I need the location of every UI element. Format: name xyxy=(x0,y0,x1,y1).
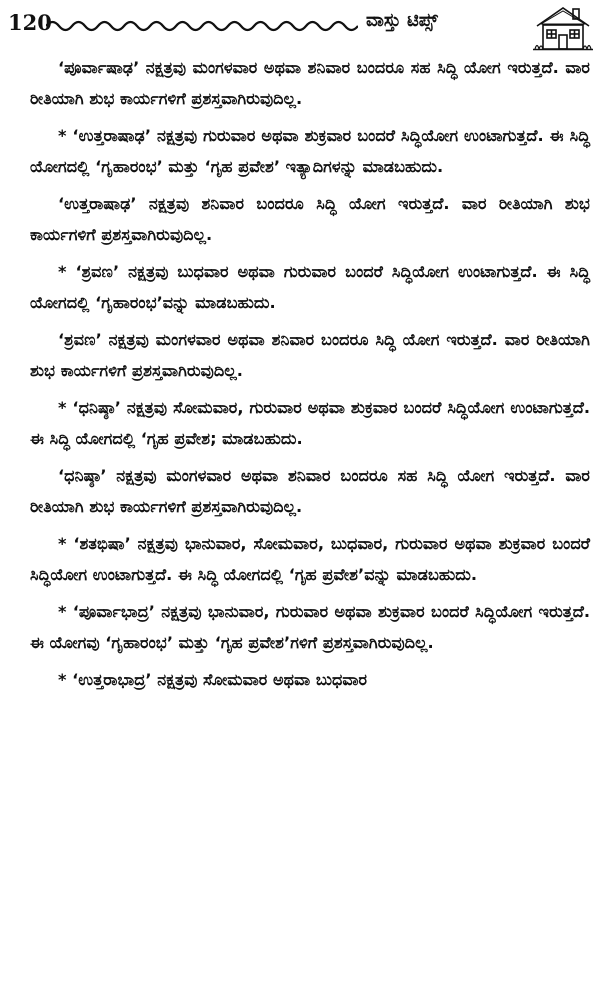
paragraph: * ‘ಶ್ರವಣ’ ನಕ್ಷತ್ರವು ಬುಧವಾರ ಅಥವಾ ಗುರುವಾರ ಬಂದರೆ ಸಿದ್ಧಿಯೋಗ ಉಂಟಾಗುತ್ತದೆ. ಈ ಸಿದ್ಧಿ ಯೋಗದಲ್ಲಿ ‘ಗೃಹಾರಂಭ’ವನ್ನು ಮಾಡಬಹುದು. xyxy=(30,262,590,312)
paragraph: ‘ಉತ್ತರಾಷಾಢ’ ನಕ್ಷತ್ರವು ಶನಿವಾರ ಬಂದರೂ ಸಿದ್ಧಿ ಯೋಗ ಇರುತ್ತದೆ. ವಾರ ರೀತಿಯಾಗಿ ಶುಭ ಕಾರ್ಯಗಳಿಗೆ ಪ್ರಶಸ್ತವಾಗಿರುವುದಿಲ್ಲ. xyxy=(30,194,590,244)
paragraph: * ‘ಧನಿಷ್ಠಾ’ ನಕ್ಷತ್ರವು ಸೋಮವಾರ, ಗುರುವಾರ ಅಥವಾ ಶುಕ್ರವಾರ ಬಂದರೆ ಸಿದ್ಧಿಯೋಗ ಉಂಟಾಗುತ್ತದೆ. ಈ ಸಿದ್ಧಿ ಯೋಗದಲ್ಲಿ ‘ಗೃಹ ಪ್ರವೇಶ; ಮಾಡಬಹುದು. xyxy=(30,398,590,448)
running-title: ವಾಸ್ತು ಟಿಪ್ಸ್ xyxy=(366,10,438,31)
paragraph: * ‘ಉತ್ತರಾಷಾಢ’ ನಕ್ಷತ್ರವು ಗುರುವಾರ ಅಥವಾ ಶುಕ್ರವಾರ ಬಂದರೆ ಸಿದ್ಧಿಯೋಗ ಉಂಟಾಗುತ್ತದೆ. ಈ ಸಿದ್ಧಿ ಯೋಗದಲ್ಲಿ ‘ಗೃಹಾರಂಭ’ ಮತ್ತು ‘ಗೃಹ ಪ್ರವೇಶ’ ಇತ್ಯಾದಿಗಳನ್ನು ಮಾಡಬಹುದು. xyxy=(30,126,590,176)
paragraph: ‘ಶ್ರವಣ’ ನಕ್ಷತ್ರವು ಮಂಗಳವಾರ ಅಥವಾ ಶನಿವಾರ ಬಂದರೂ ಸಿದ್ಧಿ ಯೋಗ ಇರುತ್ತದೆ. ವಾರ ರೀತಿಯಾಗಿ ಶುಭ ಕಾರ್ಯಗಳಿಗೆ ಪ್ರಶಸ್ತವಾಗಿರುವುದಿಲ್ಲ. xyxy=(30,330,590,380)
page-number: 120 xyxy=(8,10,52,35)
wavy-line-icon xyxy=(46,16,358,36)
paragraph: ‘ಧನಿಷ್ಠಾ’ ನಕ್ಷತ್ರವು ಮಂಗಳವಾರ ಅಥವಾ ಶನಿವಾರ ಬಂದರೂ ಸಹ ಸಿದ್ಧಿ ಯೋಗ ಇರುತ್ತದೆ. ವಾರ ರೀತಿಯಾಗಿ ಶುಭ ಕಾರ್ಯಗಳಿಗೆ ಪ್ರಶಸ್ತವಾಗಿರುವುದಿಲ್ಲ. xyxy=(30,466,590,516)
paragraph: * ‘ಉತ್ತರಾಭಾದ್ರ’ ನಕ್ಷತ್ರವು ಸೋಮವಾರ ಅಥವಾ ಬುಧವಾರ xyxy=(58,670,368,689)
house-icon xyxy=(533,4,593,52)
paragraph: * ‘ಪೂರ್ವಾಭಾದ್ರ’ ನಕ್ಷತ್ರವು ಭಾನುವಾರ, ಗುರುವಾರ ಅಥವಾ ಶುಕ್ರವಾರ ಬಂದರೆ ಸಿದ್ಧಿಯೋಗ ಇರುತ್ತದೆ. ಈ ಯೋಗವು ‘ಗೃಹಾರಂಭ’ ಮತ್ತು ‘ಗೃಹ ಪ್ರವೇಶ’ಗಳಿಗೆ ಪ್ರಶಸ್ತವಾಗಿರುವುದಿಲ್ಲ. xyxy=(30,602,590,652)
paragraph: ‘ಪೂರ್ವಾಷಾಢ’ ನಕ್ಷತ್ರವು ಮಂಗಳವಾರ ಅಥವಾ ಶನಿವಾರ ಬಂದರೂ ಸಹ ಸಿದ್ಧಿ ಯೋಗ ಇರುತ್ತದೆ. ವಾರ ರೀತಿಯಾಗಿ ಶುಭ ಕಾರ್ಯಗಳಿಗೆ ಪ್ರಶಸ್ತವಾಗಿರುವುದಿಲ್ಲ. xyxy=(30,58,590,108)
page-header xyxy=(6,4,594,54)
page-body xyxy=(30,52,590,701)
paragraph: * ‘ಶತಭಿಷಾ’ ನಕ್ಷತ್ರವು ಭಾನುವಾರ, ಸೋಮವಾರ, ಬುಧವಾರ, ಗುರುವಾರ ಅಥವಾ ಶುಕ್ರವಾರ ಬಂದರೆ ಸಿದ್ಧಿಯೋಗ ಉಂಟಾಗುತ್ತದೆ. ಈ ಸಿದ್ಧಿ ಯೋಗದಲ್ಲಿ ‘ಗೃಹ ಪ್ರವೇಶ’ವನ್ನು ಮಾಡಬಹುದು. xyxy=(30,534,590,584)
